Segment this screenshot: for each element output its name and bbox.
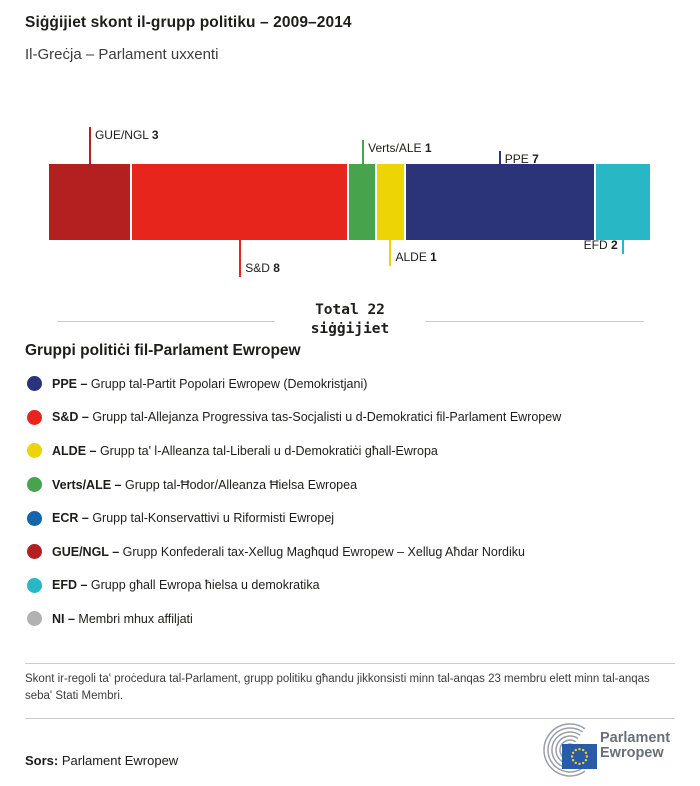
source-line	[25, 753, 178, 768]
bar-segment-s-d	[132, 164, 347, 240]
callout-label-gue-ngl: GUE/NGL 3	[94, 128, 159, 142]
logo-wordmark-line2: Ewropew	[600, 745, 664, 761]
seat-chart	[0, 0, 700, 300]
legend-label: ECR –	[52, 511, 89, 526]
legend-item-verts-ale	[25, 468, 685, 502]
source-text: Parlament Ewropew	[61, 753, 179, 768]
legend-dot-verts-ale	[27, 477, 42, 492]
legend-label: EFD –	[52, 578, 88, 593]
legend-label: GUE/NGL –	[52, 544, 120, 559]
page-title: Siġġijiet skont il-grupp politiku – 2009–2014	[25, 14, 352, 31]
callout-line-efd	[622, 240, 624, 254]
bar-segment-alde	[377, 164, 404, 240]
legend-desc: Grupp tal-Konservattivi u Riformisti Ewropej	[92, 511, 335, 526]
logo-wordmark-line1: Parlament	[600, 730, 671, 746]
callout-label-efd: EFD 2	[583, 238, 618, 252]
legend-desc: Grupp għall Ewropa ħielsa u demokratika	[90, 578, 320, 593]
callout-line-gue-ngl	[89, 127, 91, 164]
legend-desc: Grupp Konfederali tax-Xellug Magħqud Ewropew – Xellug Aħdar Nordiku	[122, 544, 525, 559]
legend-item-alde	[25, 434, 685, 468]
legend-desc: Grupp tal-Allejanza Progressiva tas-Socjalisti u d-Demokratici fil-Parlament Ewropew	[92, 410, 562, 425]
bar-segment-efd	[596, 164, 650, 240]
callout-line-ppe	[499, 151, 501, 164]
legend-item-efd	[25, 569, 685, 603]
page-subtitle: Il-Greċja – Parlament uxxenti	[25, 46, 219, 63]
legend-dot-sd	[27, 410, 42, 425]
legend-label: NI –	[52, 611, 75, 626]
callout-label-ppe: PPE 7	[504, 152, 539, 166]
legend-desc: Grupp tal-Ħodor/Alleanza Ħielsa Ewropea	[124, 477, 358, 492]
eu-flag-icon	[562, 744, 597, 769]
legend-item-ppe	[25, 367, 685, 401]
legend-desc: Grupp ta' l-Alleanza tal-Liberali u d-Demokratiċi għall-Ewropa	[99, 443, 438, 458]
total-seats	[0, 301, 700, 339]
bar-segment-verts-ale	[349, 164, 376, 240]
total-seats-line1: Total 22	[315, 302, 385, 318]
callout-line-alde	[389, 240, 391, 266]
footer-divider-bottom	[25, 718, 675, 719]
legend-desc: Membri mhux affiljati	[78, 611, 193, 626]
divider-left	[57, 321, 275, 322]
legend-label: PPE –	[52, 376, 88, 391]
legend-dot-ppe	[27, 376, 42, 391]
legend-label: ALDE –	[52, 443, 97, 458]
divider-right	[425, 321, 644, 322]
legend-item-sd	[25, 401, 685, 435]
legend-dot-gue-ngl	[27, 544, 42, 559]
callout-label-alde: ALDE 1	[395, 250, 437, 264]
legend-dot-alde	[27, 443, 42, 458]
bar-segment-ppe	[406, 164, 594, 240]
legend-label: Verts/ALE –	[52, 477, 122, 492]
legend-label: S&D –	[52, 410, 89, 425]
seat-bar	[49, 164, 650, 240]
legend-item-ecr	[25, 501, 685, 535]
callout-line-s-d	[239, 240, 241, 277]
callout-label-s-d: S&D 8	[245, 261, 280, 275]
logo-wordmark	[600, 731, 670, 761]
footnote: Skont ir-regoli ta' proċedura tal-Parlament, grupp politiku għandu jikkonsisti minn tal-anqas 23 membru elett minn tal-anqas seba' Stati Membri.	[25, 673, 650, 702]
legend-dot-ecr	[27, 511, 42, 526]
total-seats-line2: siġġijiet	[310, 321, 390, 337]
callout-label-verts-ale: Verts/ALE 1	[368, 141, 432, 155]
legend	[25, 367, 685, 636]
bar-segment-gue-ngl	[49, 164, 130, 240]
callout-line-verts-ale	[362, 140, 364, 164]
legend-item-gue-ngl	[25, 535, 685, 569]
legend-item-ni	[25, 602, 685, 636]
source-label: Sors:	[25, 753, 59, 768]
footer-divider-top	[25, 663, 675, 664]
legend-heading: Gruppi politiċi fil-Parlament Ewropew	[25, 342, 301, 359]
legend-desc: Grupp tal-Partit Popolari Ewropew (Demokristjani)	[90, 376, 368, 391]
legend-dot-efd	[27, 578, 42, 593]
legend-dot-ni	[27, 611, 42, 626]
